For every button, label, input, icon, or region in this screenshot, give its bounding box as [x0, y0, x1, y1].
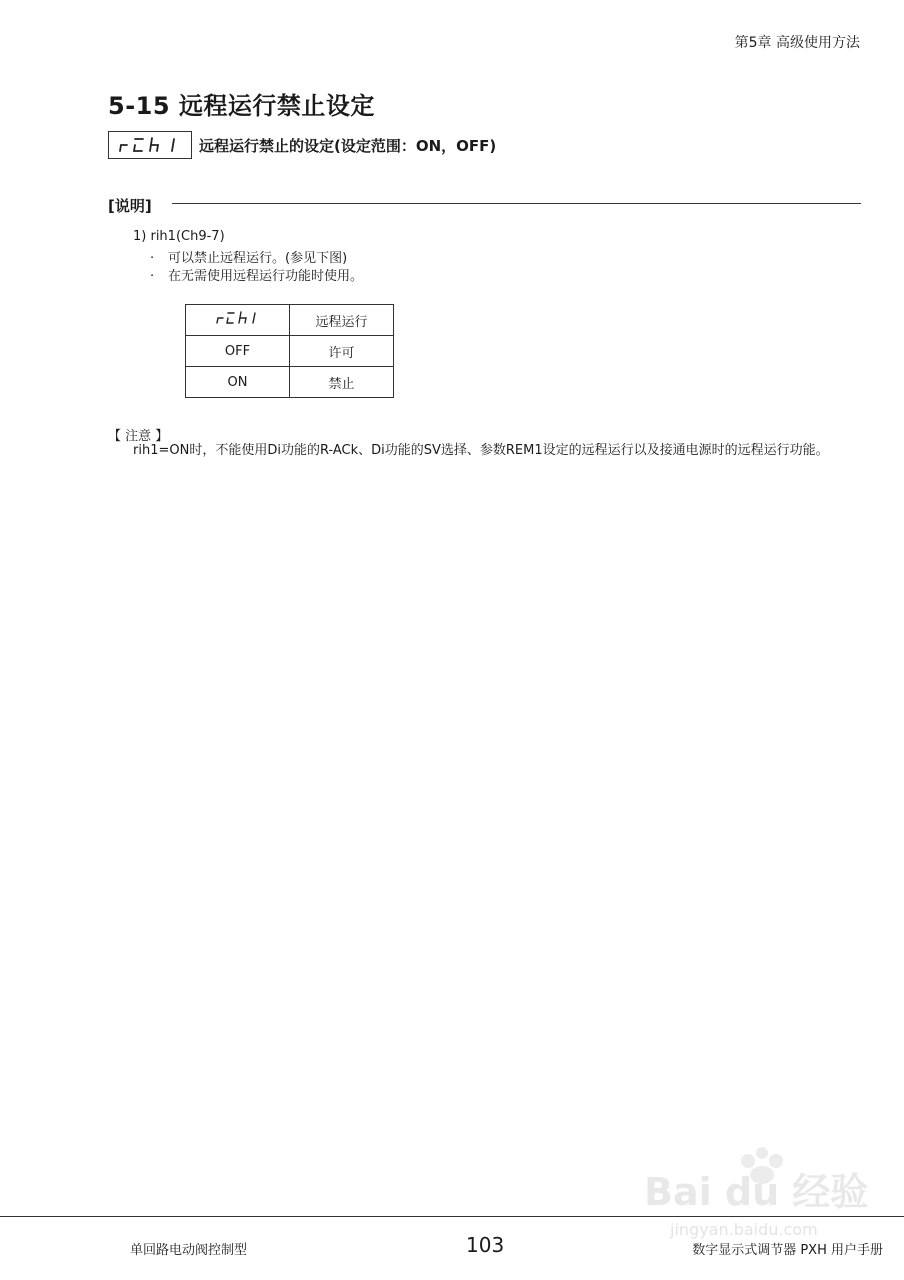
explanation-item-1: 1) rih1(Ch9-7): [133, 229, 225, 244]
param-code-box: [108, 131, 192, 159]
explanation-bullet: [150, 265, 363, 284]
table-cell: 许可: [290, 336, 394, 367]
remote-run-table: [185, 304, 394, 398]
explanation-bullet: [150, 247, 347, 266]
footer-product-type: 单回路电动阀控制型: [130, 1243, 248, 1258]
watermark-brand: Bai du 经验: [644, 1170, 869, 1214]
table-row: [186, 367, 394, 398]
param-description: 远程运行禁止的设定(设定范围：ON，OFF): [199, 137, 497, 155]
chapter-header: 第5章 高级使用方法: [734, 35, 860, 51]
explanation-heading: [说明]: [108, 197, 152, 215]
table-cell: ON: [186, 367, 290, 398]
table-header-label: 远程运行: [290, 305, 394, 336]
section-title: 5-15 远程运行禁止设定: [108, 92, 375, 120]
baidu-watermark-logo: [640, 1143, 870, 1243]
table-cell: OFF: [186, 336, 290, 367]
bullet-dot: ·: [150, 269, 155, 284]
table-row: [186, 336, 394, 367]
heading-divider: [172, 203, 861, 204]
watermark-url: jingyan.baidu.com: [670, 1220, 818, 1239]
note-body: rih1=ON时，不能使用Di功能的R-ACk、Di功能的SV选择、参数REM1设定的远程运行以及接通电源时的远程运行功能。: [133, 443, 829, 458]
table-header-row: [186, 305, 394, 336]
page-number: 103: [466, 1233, 505, 1257]
bullet-text: 在无需使用远程运行功能时使用。: [168, 269, 364, 284]
bullet-dot: ·: [150, 251, 155, 266]
bullet-text: 可以禁止远程运行。(参见下图): [168, 251, 348, 266]
table-header-code: [186, 305, 290, 336]
footer-manual-title: 数字显示式调节器 PXH 用户手册: [692, 1243, 883, 1258]
footer-divider: [0, 1216, 904, 1217]
table-cell: 禁止: [290, 367, 394, 398]
seven-segment-rih1-icon: [112, 135, 188, 155]
note-heading: 【 注意 】: [108, 429, 169, 444]
seven-segment-rih1-icon: [213, 310, 263, 326]
